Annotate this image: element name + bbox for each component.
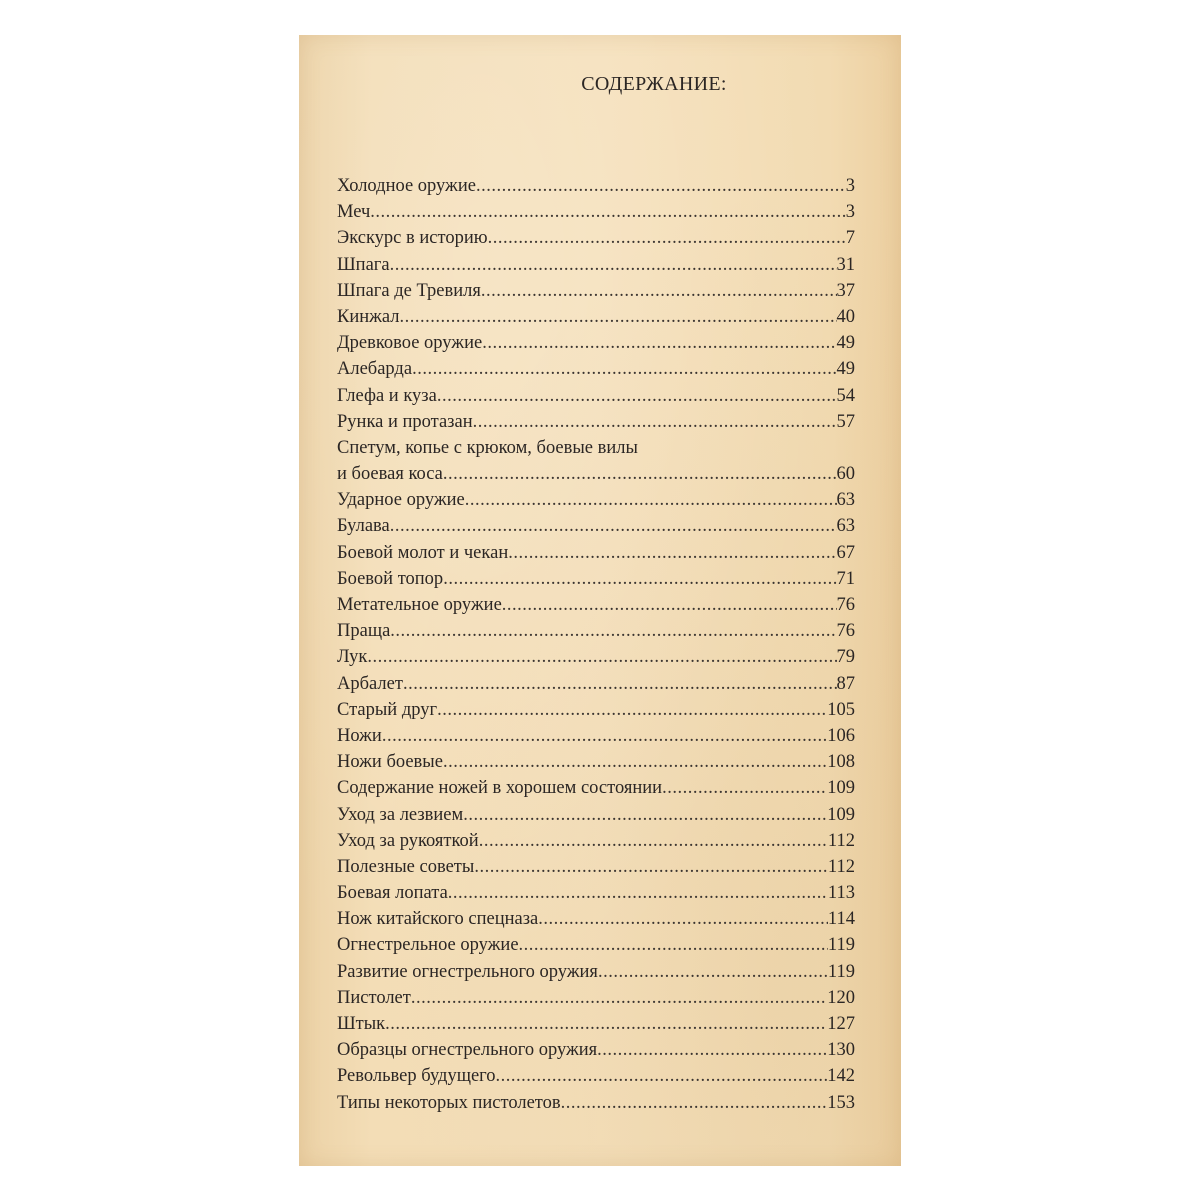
toc-entry xyxy=(337,383,855,409)
toc-entry-title: Шпага де Тревиля xyxy=(337,280,481,301)
toc-entry xyxy=(337,854,855,880)
toc-entry-title: Боевая лопата xyxy=(337,883,448,904)
toc-entry-page: 76 xyxy=(836,621,855,642)
toc-entry-page: 87 xyxy=(836,673,855,694)
toc-entry xyxy=(337,1063,855,1089)
toc-entry xyxy=(337,932,855,958)
dot-leader xyxy=(437,383,837,409)
toc-entry-title: Ножи xyxy=(337,725,382,746)
toc-entry xyxy=(337,173,855,199)
toc-entry-page: 120 xyxy=(827,987,855,1008)
toc-entry xyxy=(337,566,855,592)
toc-entry-title: Кинжал xyxy=(337,306,400,327)
toc-entry-page: 130 xyxy=(827,1040,855,1061)
toc-entry-page: 108 xyxy=(827,752,855,773)
toc-entry xyxy=(337,304,855,330)
toc-entry-page: 67 xyxy=(836,542,855,563)
toc-entry-title: Ударное оружие xyxy=(337,490,465,511)
toc-entry-title: Глефа и куза xyxy=(337,385,437,406)
toc-entry xyxy=(337,959,855,985)
toc-entry-title: Револьвер будущего xyxy=(337,1066,496,1087)
book-page xyxy=(299,35,901,1166)
dot-leader xyxy=(400,304,837,330)
toc-entry-title: Пистолет xyxy=(337,987,411,1008)
toc-entry-page: 49 xyxy=(836,359,855,380)
toc-entry-page: 63 xyxy=(836,490,855,511)
toc-entry-page: 79 xyxy=(836,647,855,668)
dot-leader xyxy=(508,540,836,566)
toc-entry-page: 63 xyxy=(836,516,855,537)
toc-entry-page: 112 xyxy=(827,856,855,877)
toc-entry-title: Булава xyxy=(337,516,390,537)
dot-leader xyxy=(496,1063,828,1089)
dot-leader xyxy=(385,1011,827,1037)
dot-leader xyxy=(403,671,837,697)
toc-entry-page: 119 xyxy=(827,935,855,956)
toc-entry xyxy=(337,461,855,487)
toc-entry-page: 7 xyxy=(845,228,855,249)
toc-entry-page: 37 xyxy=(836,280,855,301)
dot-leader xyxy=(443,566,836,592)
toc-entry xyxy=(337,1037,855,1063)
dot-leader xyxy=(382,723,827,749)
toc-entry-title: Экскурс в историю xyxy=(337,228,488,249)
toc-entry xyxy=(337,278,855,304)
dot-leader xyxy=(367,644,836,670)
dot-leader xyxy=(370,199,845,225)
toc-entry xyxy=(337,749,855,775)
toc-entry xyxy=(337,671,855,697)
toc-entry-title: Ножи боевые xyxy=(337,752,443,773)
toc-entry xyxy=(337,356,855,382)
toc-entry-title: Древковое оружие xyxy=(337,333,483,354)
toc-entry-page: 54 xyxy=(836,385,855,406)
toc-entry xyxy=(337,199,855,225)
dot-leader xyxy=(519,932,828,958)
toc-entry-page: 3 xyxy=(845,176,855,196)
toc-entry-page: 112 xyxy=(827,830,855,851)
dot-leader xyxy=(443,749,827,775)
toc-entry xyxy=(337,513,855,539)
toc-entry xyxy=(337,985,855,1011)
dot-leader xyxy=(479,828,828,854)
dot-leader xyxy=(561,1090,828,1116)
dot-leader xyxy=(476,173,846,199)
toc-entry xyxy=(337,906,855,932)
dot-leader xyxy=(443,461,837,487)
dot-leader xyxy=(662,775,827,801)
toc-entry-page: 114 xyxy=(827,909,855,930)
dot-leader xyxy=(481,278,837,304)
dot-leader xyxy=(598,959,828,985)
dot-leader xyxy=(488,225,846,251)
toc-entry-title: и боевая коса xyxy=(337,464,443,485)
dot-leader xyxy=(390,618,836,644)
toc-entry-title: Развитие огнестрельного оружия xyxy=(337,961,598,982)
toc-entry-page: 71 xyxy=(836,568,855,589)
toc-entry xyxy=(337,697,855,723)
toc-entry-page: 57 xyxy=(836,411,855,432)
toc-entry-title: Типы некоторых пистолетов xyxy=(337,1092,561,1113)
toc-entry-title: Холодное оружие xyxy=(337,176,476,196)
toc-entry xyxy=(337,435,855,461)
dot-leader xyxy=(465,487,837,513)
toc-entry xyxy=(337,330,855,356)
toc-entry-page: 40 xyxy=(836,306,855,327)
toc-entry-title: Уход за лезвием xyxy=(337,804,464,825)
toc-entry-title: Лук xyxy=(337,647,368,668)
toc-entry xyxy=(337,802,855,828)
toc-entry-title: Алебарда xyxy=(337,359,413,380)
toc-entry-page: 76 xyxy=(836,595,855,615)
toc-entry-title: Содержание ножей в хорошем состоянии xyxy=(337,778,663,799)
toc-entry-page: 127 xyxy=(827,1014,855,1034)
dot-leader xyxy=(597,1037,827,1063)
toc-entry-title: Полезные советы xyxy=(337,856,475,877)
dot-leader xyxy=(437,697,827,723)
toc-entry xyxy=(337,487,855,513)
toc-entry xyxy=(337,1090,855,1116)
toc-entry xyxy=(337,723,855,749)
toc-entry-page: 31 xyxy=(836,254,855,275)
toc-entry-title: Праща xyxy=(337,621,391,642)
toc-entry xyxy=(337,775,855,801)
dot-leader xyxy=(474,854,828,880)
dot-leader xyxy=(482,330,836,356)
toc-entry-page: 119 xyxy=(827,961,855,982)
dot-leader xyxy=(502,592,837,618)
toc-entry xyxy=(337,540,855,566)
toc-entry xyxy=(337,225,855,251)
toc-entry-page: 109 xyxy=(827,804,855,825)
toc-entry-title: Шпага xyxy=(337,254,390,275)
toc-entry-page: 153 xyxy=(827,1092,855,1113)
toc-entry-title: Метательное оружие xyxy=(337,595,502,615)
toc-entry-title: Боевой топор xyxy=(337,568,444,589)
toc-entry xyxy=(337,409,855,435)
dot-leader xyxy=(412,356,836,382)
toc-entry-page: 60 xyxy=(836,464,855,485)
toc-entry xyxy=(337,644,855,670)
toc-entry-title: Рунка и протазан xyxy=(337,411,473,432)
dot-leader xyxy=(390,513,837,539)
toc-entry-title: Огнестрельное оружие xyxy=(337,935,519,956)
toc-entry-page: 109 xyxy=(827,778,855,799)
toc-entry xyxy=(337,828,855,854)
toc-entry-title: Образцы огнестрельного оружия xyxy=(337,1040,598,1061)
toc-entry-title: Боевой молот и чекан xyxy=(337,542,509,563)
toc-entry-title: Старый друг xyxy=(337,699,438,720)
dot-leader xyxy=(448,880,828,906)
toc-entry-page: 106 xyxy=(827,725,855,746)
dot-leader xyxy=(538,906,828,932)
toc-entry-page: 105 xyxy=(827,699,855,720)
toc-entry-page: 142 xyxy=(827,1066,855,1087)
dot-leader xyxy=(390,252,837,278)
toc-entry-title: Уход за рукояткой xyxy=(337,830,479,851)
table-of-contents xyxy=(337,173,855,1116)
toc-entry xyxy=(337,618,855,644)
toc-entry xyxy=(337,592,855,618)
toc-heading: СОДЕРЖАНИЕ: xyxy=(581,73,727,95)
toc-entry xyxy=(337,880,855,906)
toc-entry-title: Арбалет xyxy=(337,673,403,694)
toc-entry-page: 3 xyxy=(845,202,855,223)
toc-entry xyxy=(337,1011,855,1037)
toc-entry-page: 49 xyxy=(836,333,855,354)
toc-entry-title: Спетум, копье с крюком, боевые вилы xyxy=(337,437,638,458)
dot-leader xyxy=(411,985,827,1011)
toc-entry-title: Штык xyxy=(337,1014,386,1034)
dot-leader xyxy=(463,802,827,828)
toc-entry xyxy=(337,252,855,278)
toc-entry-page: 113 xyxy=(827,883,855,904)
toc-entry-title: Меч xyxy=(337,202,371,223)
dot-leader xyxy=(473,409,837,435)
toc-entry-title: Нож китайского спецназа xyxy=(337,909,539,930)
